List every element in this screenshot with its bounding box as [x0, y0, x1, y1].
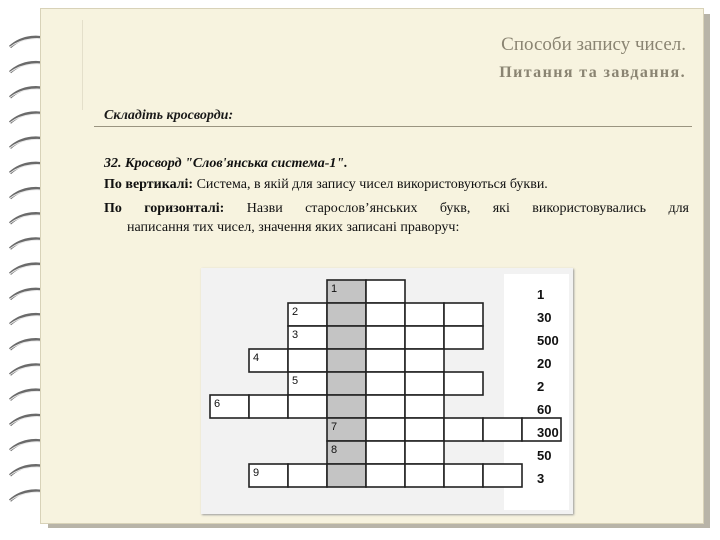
row-value: 60 — [537, 402, 552, 417]
crossword-image — [201, 268, 573, 514]
crossword-cell — [366, 395, 405, 418]
crossword-cell — [483, 418, 522, 441]
horizontal-clue-cont: написання тих чисел, значення яких записані праворуч: — [127, 220, 460, 235]
row-number: 3 — [292, 329, 299, 341]
crossword-cell — [405, 303, 444, 326]
crossword-cell — [366, 441, 405, 464]
row-value: 1 — [537, 287, 545, 302]
row-value: 500 — [537, 333, 559, 348]
crossword-cell — [405, 395, 444, 418]
crossword-cell — [327, 464, 366, 487]
crossword-cell — [405, 372, 444, 395]
crossword-cell — [327, 326, 366, 349]
crossword-cell — [366, 280, 405, 303]
crossword-cell — [405, 464, 444, 487]
crossword-cell — [288, 464, 327, 487]
crossword-cell — [366, 372, 405, 395]
crossword-cell — [366, 349, 405, 372]
crossword-cell — [249, 395, 288, 418]
row-value: 300 — [537, 425, 559, 440]
row-value: 3 — [537, 471, 545, 486]
crossword-cell — [405, 441, 444, 464]
crossword-grid — [201, 268, 573, 514]
row-number: 6 — [214, 398, 221, 410]
row-number: 7 — [331, 421, 338, 433]
horizontal-clue — [104, 201, 689, 217]
row-number: 2 — [292, 306, 299, 318]
crossword-cell — [288, 395, 327, 418]
row-number: 8 — [331, 444, 338, 456]
crossword-cell — [444, 418, 483, 441]
crossword-title — [104, 156, 689, 172]
row-value: 30 — [537, 310, 552, 325]
horizontal-text: Назви старослов’янських букв, які використовувались для — [246, 201, 689, 216]
horizontal-label: По горизонталі: — [104, 201, 225, 216]
margin-line — [82, 20, 83, 110]
row-number: 4 — [253, 352, 260, 364]
row-number: 9 — [253, 467, 260, 479]
crossword-cell — [327, 395, 366, 418]
divider — [94, 126, 692, 127]
crossword-cell — [444, 464, 483, 487]
crossword-cell — [327, 372, 366, 395]
crossword-cell — [405, 326, 444, 349]
vertical-text: Система, в якій для запису чисел використовуються букви. — [196, 177, 548, 192]
crossword-cell — [366, 326, 405, 349]
row-value: 50 — [537, 448, 552, 463]
row-value: 20 — [537, 356, 552, 371]
crossword-cell — [366, 418, 405, 441]
crossword-cell — [444, 326, 483, 349]
row-number: 1 — [331, 283, 338, 295]
crossword-cell — [405, 418, 444, 441]
vertical-clue — [104, 177, 689, 193]
crossword-title-text: 32. Кросворд "Слов'янська система-1". — [104, 156, 348, 171]
task-heading: Складіть кросворди: — [104, 108, 234, 123]
crossword-cell — [444, 372, 483, 395]
crossword-cell — [483, 464, 522, 487]
crossword-cell — [444, 303, 483, 326]
crossword-cell — [405, 349, 444, 372]
crossword-cell — [288, 349, 327, 372]
slide-subtitle: Питання та завдання. — [499, 64, 686, 81]
row-number: 5 — [292, 375, 299, 387]
crossword-cell — [366, 303, 405, 326]
vertical-label: По вертикалі: — [104, 177, 194, 192]
crossword-cell — [366, 464, 405, 487]
crossword-cell — [327, 349, 366, 372]
row-value: 2 — [537, 379, 545, 394]
slide-title: Способи запису чисел. — [501, 34, 686, 55]
crossword-cell — [327, 303, 366, 326]
